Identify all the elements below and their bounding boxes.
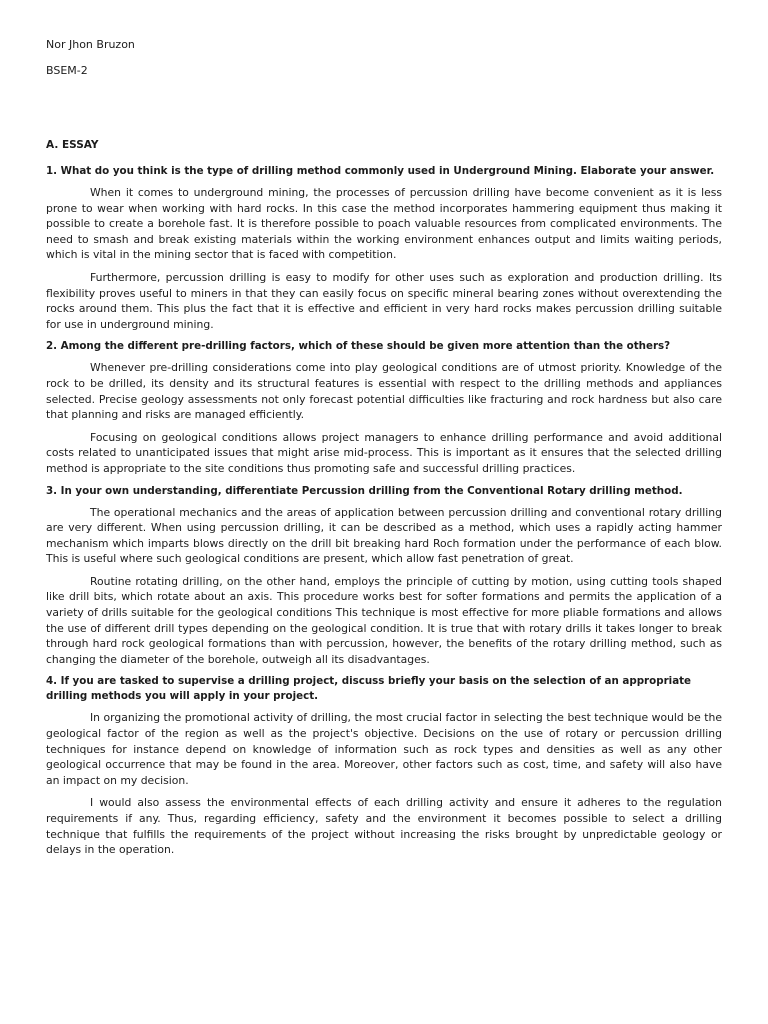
- question-heading: 4. If you are tasked to supervise a drilling project, discuss briefly your basis on the selection of an appropriate drilling methods you will apply in your project.: [46, 675, 692, 703]
- course-label: BSEM-2: [46, 64, 88, 77]
- answer-body: [46, 505, 722, 668]
- answer-paragraph: Furthermore, percussion drilling is easy to modify for other uses such as exploration and production drilling. Its flexibility proves useful to miners in that they can easily focus on specific mineral bearing zones without overextending the rocks around them. This plus the fact that it is effective and efficient in very hard rocks makes percussion drilling suitable for use in underground mining.: [46, 270, 722, 331]
- section-title: A. ESSAY: [46, 139, 99, 151]
- question-heading: 2. Among the different pre-drilling factors, which of these should be given more attention than the others?: [46, 340, 671, 353]
- answer-paragraph: Whenever pre-drilling considerations come into play geological conditions are of utmost priority. Knowledge of the rock to be drilled, its density and its structural features is essential with respect to the drilling methods and appliances selected. Precise geology assessments not only forecast potential difficulties like fracturing and rock hardness but also care that planning and risks are managed efficiently.: [46, 361, 722, 422]
- answer-body: [46, 710, 722, 857]
- answer-body: [46, 185, 722, 332]
- answer-paragraph: Routine rotating drilling, on the other hand, employs the principle of cutting by motion, using cutting tools shaped like drill bits, which rotate about an axis. This procedure works best for softer formations and permits the application of a variety of drills suitable for the geological conditions This technique is most effective for more pliable formations and allows the use of different drill types depending on the geological condition. It is true that with rotary drills it takes longer to break through hard rock geological formations than with percussion, however, the benefits of the rotary drilling method, such as changing the diameter of the borehole, outweigh all its disadvantages.: [46, 574, 722, 666]
- question-heading: 1. What do you think is the type of drilling method commonly used in Underground Mining. Elaborate your answer.: [46, 165, 715, 177]
- answer-body: [46, 360, 722, 476]
- question-heading: 3. In your own understanding, differentiate Percussion drilling from the Conventional Rotary drilling method.: [46, 484, 683, 497]
- answer-paragraph: Focusing on geological conditions allows project managers to enhance drilling performance and avoid additional costs related to unanticipated issues that might arise mid-process. This is important as it ensures that the selected drilling method is appropriate to the site conditions thus promoting safe and successful drilling practices.: [46, 430, 722, 475]
- question-block-1: [46, 164, 722, 332]
- answer-paragraph: When it comes to underground mining, the processes of percussion drilling have become convenient as it is less prone to wear when working with hard rocks. In this case the method incorporates hammering equipment thus making it possible to create a borehole fast. It is therefore possible to poach valuable resources from complicated environments. The need to smash and break existing materials within the working environment enhances output and limits waiting periods, which is vital in the mining sector that is faced with competition.: [46, 186, 722, 262]
- question-block-3: [46, 484, 722, 668]
- answer-paragraph: I would also assess the environmental effects of each drilling activity and ensure it adheres to the regulation requirements if any. Thus, regarding efficiency, safety and the environment it becomes possible to select a drilling technique that fulfills the requirements of the project without increasing the risks brought by unpredictable geology or delays in the operation.: [46, 796, 722, 857]
- question-block-2: [46, 339, 722, 476]
- answer-paragraph: In organizing the promotional activity of drilling, the most crucial factor in selecting the best technique would be the geological factor of the region as well as the project's objective. Decisions on the use of rotary or percussion drilling techniques for instance depend on knowledge of information such as rock types and densities as well as any other geological occurrence that may be found in the area. Moreover, other factors such as cost, time, and safety will also have an impact on my decision.: [46, 711, 722, 787]
- author-name: Nor Jhon Bruzon: [46, 38, 135, 51]
- answer-paragraph: The operational mechanics and the areas of application between percussion drilling and conventional rotary drilling are very different. When using percussion drilling, it can be described as a method, which uses a rapidly acting hammer mechanism which imparts blows directly on the drill bit breaking hard Roch formation under the performance of each blow. This is useful where such geological conditions are present, which allow fast penetration of great.: [46, 505, 722, 566]
- question-block-4: [46, 674, 722, 857]
